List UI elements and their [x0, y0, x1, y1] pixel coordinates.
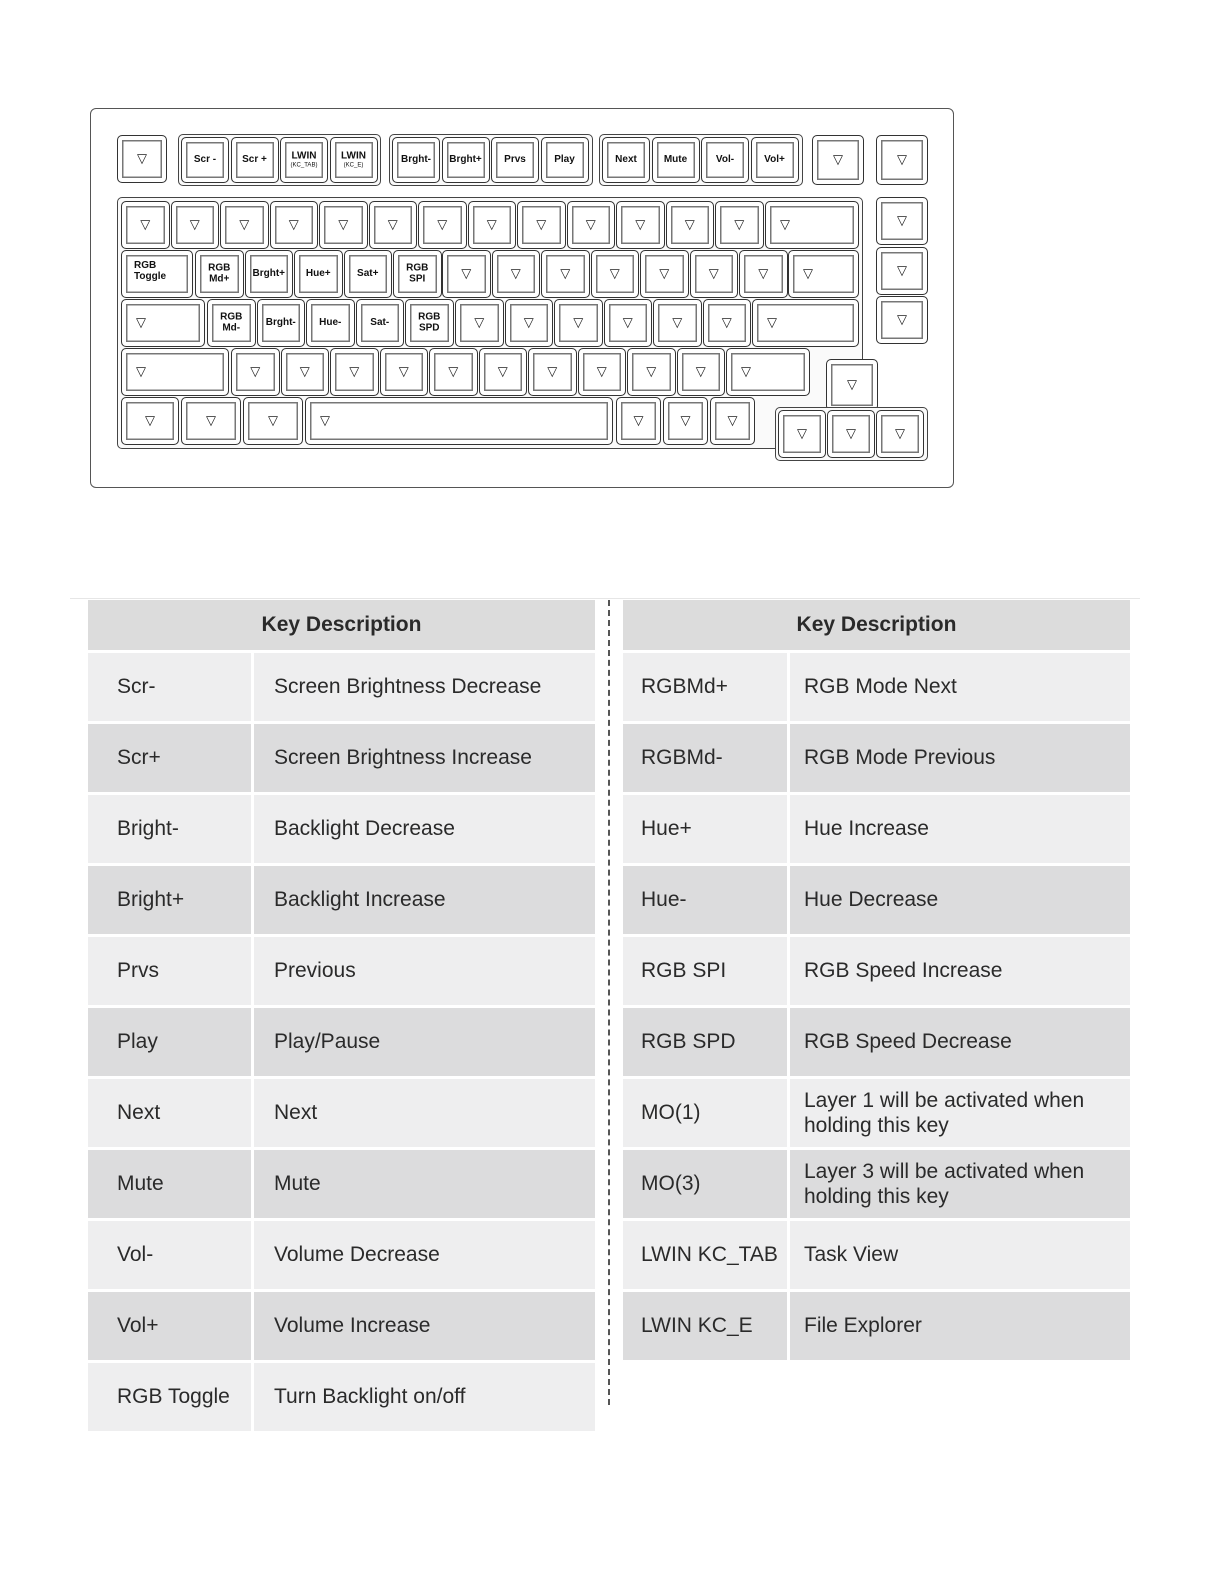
transparent-key	[788, 250, 859, 298]
transparent-key-icon: ▽	[780, 217, 790, 233]
transparent-key-icon: ▽	[448, 364, 459, 380]
rgb-key	[405, 299, 454, 347]
key-name-cell: Vol+	[88, 1292, 254, 1363]
transparent-key	[243, 397, 303, 445]
key-name-cell: Hue-	[623, 866, 790, 937]
key-description-cell: Hue Decrease	[790, 866, 1130, 937]
key-label	[319, 318, 341, 329]
key-label-line: RGB	[220, 311, 243, 323]
table-row	[88, 937, 595, 1008]
key-name-cell: Mute	[88, 1150, 254, 1221]
key-label-line: Md+	[209, 273, 230, 284]
fn-key	[392, 137, 440, 183]
transparent-key-icon: ▽	[474, 315, 485, 331]
transparent-key-icon: ▽	[897, 263, 907, 279]
key-label-line: Play	[554, 153, 575, 165]
table-row	[623, 795, 1130, 866]
transparent-key	[492, 250, 541, 298]
key-name-cell: RGB SPD	[623, 1008, 790, 1079]
key-name-cell: Bright-	[88, 795, 254, 866]
key-name-cell: Bright+	[88, 866, 254, 937]
transparent-key	[330, 348, 379, 396]
table-row	[623, 1150, 1130, 1221]
transparent-key	[627, 348, 676, 396]
transparent-key	[739, 250, 788, 298]
transparent-key-icon: ▽	[897, 152, 907, 168]
transparent-key	[752, 299, 859, 347]
key-label-sub: (KC_TAB)	[290, 162, 318, 169]
key-label	[418, 313, 440, 334]
transparent-key-icon: ▽	[609, 266, 620, 282]
key-label-line: Mute	[663, 153, 688, 165]
transparent-key-icon: ▽	[189, 217, 200, 233]
transparent-key	[690, 250, 739, 298]
transparent-key	[616, 397, 661, 445]
key-description-cell: Play/Pause	[254, 1008, 595, 1079]
transparent-key-icon: ▽	[398, 364, 409, 380]
key-name-cell: Prvs	[88, 937, 254, 1008]
key-name-cell: RGBMd-	[623, 724, 790, 795]
key-label-line: Scr +	[242, 153, 267, 165]
transparent-key-icon: ▽	[633, 413, 644, 429]
key-label	[242, 155, 267, 166]
key-label-line: Vol-	[715, 153, 735, 165]
keyboard-layout-diagram	[90, 108, 954, 488]
transparent-key	[554, 299, 603, 347]
fn-key	[541, 137, 589, 183]
transparent-key	[418, 201, 467, 249]
key-name-cell: RGB Toggle	[88, 1363, 254, 1434]
key-label	[615, 155, 637, 166]
transparent-key-icon: ▽	[137, 151, 147, 167]
key-name-cell: MO(3)	[623, 1150, 790, 1221]
rgb-key	[306, 299, 355, 347]
transparent-key	[121, 201, 170, 249]
transparent-key-icon: ▽	[767, 315, 777, 331]
transparent-key	[663, 397, 708, 445]
fn-key	[442, 137, 490, 183]
transparent-key	[541, 250, 590, 298]
transparent-key	[117, 135, 167, 183]
key-label-line: LWIN	[291, 150, 317, 162]
transparent-key-icon: ▽	[895, 426, 905, 442]
transparent-key-icon: ▽	[523, 315, 534, 331]
transparent-key-icon: ▽	[695, 364, 706, 380]
transparent-key-icon: ▽	[741, 364, 751, 380]
transparent-key-icon: ▽	[659, 266, 670, 282]
transparent-key	[604, 299, 653, 347]
transparent-key-icon: ▽	[758, 266, 769, 282]
table-row	[623, 937, 1130, 1008]
transparent-key-icon: ▽	[239, 217, 250, 233]
key-label-line: Scr -	[193, 153, 217, 165]
table-row	[623, 724, 1130, 795]
transparent-key-icon: ▽	[646, 364, 657, 380]
rgb-key	[121, 250, 193, 298]
transparent-key	[876, 410, 924, 458]
key-label	[370, 318, 389, 329]
key-label-line: Hue+	[305, 267, 331, 279]
transparent-key-icon: ▽	[206, 413, 216, 429]
transparent-key-icon: ▽	[461, 266, 472, 282]
table-row	[88, 724, 595, 795]
transparent-key	[479, 348, 528, 396]
rgb-key	[356, 299, 405, 347]
table-row	[88, 653, 595, 724]
transparent-key	[591, 250, 640, 298]
transparent-key	[827, 410, 875, 458]
transparent-key-icon: ▽	[387, 217, 398, 233]
key-label-line: Vol+	[764, 153, 785, 165]
transparent-key-icon: ▽	[635, 217, 646, 233]
key-label	[208, 264, 230, 285]
transparent-key-icon: ▽	[140, 217, 151, 233]
table-top-rule	[70, 598, 1140, 599]
key-label-line: Prvs	[504, 153, 526, 165]
transparent-key	[578, 348, 627, 396]
rgb-key	[257, 299, 306, 347]
transparent-key	[778, 410, 826, 458]
table-row	[88, 1008, 595, 1079]
transparent-key-icon: ▽	[486, 217, 497, 233]
transparent-key-icon: ▽	[803, 266, 813, 282]
transparent-key-icon: ▽	[145, 413, 155, 429]
key-description-cell: Layer 3 will be activated when holding this key	[790, 1150, 1130, 1221]
table-header: Key Description	[623, 600, 1130, 653]
key-description-cell: RGB Speed Increase	[790, 937, 1130, 1008]
key-label	[504, 155, 526, 166]
key-label	[664, 155, 687, 166]
transparent-key-icon: ▽	[349, 364, 360, 380]
key-description-cell: Mute	[254, 1150, 595, 1221]
table-row	[88, 1292, 595, 1363]
key-description-table-left	[88, 600, 595, 1434]
key-label	[554, 155, 575, 166]
key-label	[291, 152, 318, 169]
key-name-cell: Scr-	[88, 653, 254, 724]
transparent-key	[876, 197, 928, 245]
key-name-cell: RGBMd+	[623, 653, 790, 724]
transparent-key-icon: ▽	[684, 217, 695, 233]
transparent-key-icon: ▽	[672, 315, 683, 331]
key-label	[306, 269, 331, 280]
table-row	[623, 866, 1130, 937]
key-label-line: Sat+	[357, 267, 379, 279]
key-description-cell: RGB Speed Decrease	[790, 1008, 1130, 1079]
fn-key	[231, 137, 279, 183]
key-label	[134, 261, 166, 282]
key-label-line: Brght+	[252, 267, 285, 279]
transparent-key	[468, 201, 517, 249]
key-label-line: Brght-	[401, 153, 431, 165]
table-header: Key Description	[88, 600, 595, 653]
key-name-cell: MO(1)	[623, 1079, 790, 1150]
rgb-key	[245, 250, 294, 298]
transparent-key	[121, 299, 205, 347]
fn-key	[330, 137, 378, 183]
key-description-cell: Hue Increase	[790, 795, 1130, 866]
key-name-cell: Hue+	[623, 795, 790, 866]
transparent-key-icon: ▽	[734, 217, 745, 233]
key-description-cell: File Explorer	[790, 1292, 1130, 1363]
transparent-key-icon: ▽	[560, 266, 571, 282]
transparent-key-icon: ▽	[136, 315, 146, 331]
key-label-line: Next	[615, 153, 637, 165]
table-row	[88, 1079, 595, 1150]
fn-key	[181, 137, 229, 183]
table-row	[88, 1363, 595, 1434]
key-label-line: Sat-	[370, 316, 390, 328]
transparent-key	[653, 299, 702, 347]
key-label-line: RGB	[208, 262, 231, 274]
transparent-key-icon: ▽	[797, 426, 807, 442]
transparent-key	[369, 201, 418, 249]
key-label	[341, 152, 366, 169]
key-label	[220, 313, 242, 334]
table-row	[88, 795, 595, 866]
transparent-key-icon: ▽	[680, 413, 691, 429]
transparent-key	[121, 348, 229, 396]
key-label	[253, 269, 286, 280]
transparent-key	[876, 296, 928, 344]
transparent-key	[181, 397, 241, 445]
transparent-key	[812, 135, 864, 185]
transparent-key	[528, 348, 577, 396]
transparent-key	[220, 201, 269, 249]
transparent-key	[703, 299, 752, 347]
key-name-cell: RGB SPI	[623, 937, 790, 1008]
transparent-key	[305, 397, 613, 445]
transparent-key-icon: ▽	[847, 377, 857, 393]
key-name-cell: Vol-	[88, 1221, 254, 1292]
transparent-key-icon: ▽	[536, 217, 547, 233]
key-label-line: Brght-	[265, 316, 296, 328]
key-description-cell: Screen Brightness Increase	[254, 724, 595, 795]
key-description-cell: Previous	[254, 937, 595, 1008]
transparent-key	[710, 397, 755, 445]
key-description-cell: Volume Decrease	[254, 1221, 595, 1292]
transparent-key-icon: ▽	[585, 217, 596, 233]
key-description-cell: Layer 1 will be activated when holding this key	[790, 1079, 1130, 1150]
key-label-line: SPD	[418, 322, 440, 333]
transparent-key	[505, 299, 554, 347]
fn-key	[701, 137, 749, 183]
transparent-key-icon: ▽	[437, 217, 448, 233]
transparent-key	[640, 250, 689, 298]
transparent-key	[876, 135, 928, 185]
transparent-key	[677, 348, 726, 396]
transparent-key	[319, 201, 368, 249]
transparent-key	[442, 250, 491, 298]
transparent-key	[715, 201, 764, 249]
key-label-line: LWIN	[341, 150, 366, 162]
transparent-key	[567, 201, 616, 249]
transparent-key-icon: ▽	[846, 426, 856, 442]
transparent-key-icon: ▽	[833, 152, 843, 168]
table-row	[88, 866, 595, 937]
key-description-cell: Backlight Increase	[254, 866, 595, 937]
table-row	[623, 653, 1130, 724]
key-description-table-right	[623, 600, 1130, 1363]
key-description-cell: Screen Brightness Decrease	[254, 653, 595, 724]
key-description-cell: RGB Mode Previous	[790, 724, 1130, 795]
transparent-key-icon: ▽	[721, 315, 732, 331]
key-label-line: RGB	[406, 262, 429, 274]
key-label	[357, 269, 378, 280]
transparent-key	[270, 201, 319, 249]
table-row	[623, 1221, 1130, 1292]
fn-key	[751, 137, 799, 183]
transparent-key-icon: ▽	[596, 364, 607, 380]
key-label-line: Toggle	[134, 270, 167, 282]
key-description-cell: RGB Mode Next	[790, 653, 1130, 724]
transparent-key	[380, 348, 429, 396]
key-label	[266, 318, 296, 329]
transparent-key-icon: ▽	[622, 315, 633, 331]
key-label-sub: (KC_E)	[343, 162, 364, 169]
table-row	[623, 1292, 1130, 1363]
key-label	[449, 155, 482, 166]
dashed-divider	[608, 600, 610, 1405]
table-row	[88, 1150, 595, 1221]
transparent-key	[616, 201, 665, 249]
key-label-line: RGB	[134, 260, 157, 271]
rgb-key	[207, 299, 256, 347]
key-name-cell: LWIN KC_TAB	[623, 1221, 790, 1292]
transparent-key	[826, 359, 878, 411]
key-label-line: Hue-	[319, 316, 342, 328]
transparent-key	[455, 299, 504, 347]
transparent-key	[666, 201, 715, 249]
transparent-key	[231, 348, 280, 396]
transparent-key-icon: ▽	[288, 217, 299, 233]
transparent-key-icon: ▽	[573, 315, 584, 331]
key-label	[764, 155, 785, 166]
transparent-key	[726, 348, 810, 396]
transparent-key	[171, 201, 220, 249]
rgb-key	[195, 250, 244, 298]
key-description-cell: Task View	[790, 1221, 1130, 1292]
transparent-key	[517, 201, 566, 249]
table-row	[623, 1008, 1130, 1079]
transparent-key-icon: ▽	[547, 364, 558, 380]
key-label	[716, 155, 734, 166]
key-label-line: Md-	[222, 322, 241, 333]
rgb-key	[294, 250, 343, 298]
transparent-key-icon: ▽	[250, 364, 261, 380]
key-name-cell: Next	[88, 1079, 254, 1150]
transparent-key-icon: ▽	[299, 364, 310, 380]
key-description-cell: Next	[254, 1079, 595, 1150]
transparent-key-icon: ▽	[708, 266, 719, 282]
transparent-key-icon: ▽	[727, 413, 738, 429]
transparent-key-icon: ▽	[497, 364, 508, 380]
key-description-cell: Volume Increase	[254, 1292, 595, 1363]
key-name-cell: Play	[88, 1008, 254, 1079]
transparent-key	[281, 348, 330, 396]
key-description-cell: Turn Backlight on/off	[254, 1363, 595, 1434]
transparent-key	[765, 201, 859, 249]
fn-key	[602, 137, 650, 183]
transparent-key	[121, 397, 179, 445]
rgb-key	[344, 250, 393, 298]
fn-key	[652, 137, 700, 183]
key-label	[406, 264, 428, 285]
key-label	[401, 155, 431, 166]
key-name-cell: Scr+	[88, 724, 254, 795]
key-label	[194, 155, 216, 166]
rgb-key	[393, 250, 442, 298]
transparent-key	[429, 348, 478, 396]
transparent-key-icon: ▽	[320, 413, 330, 429]
key-label-line: RGB	[418, 311, 441, 323]
key-description-cell: Backlight Decrease	[254, 795, 595, 866]
transparent-key-icon: ▽	[897, 312, 907, 328]
table-row	[88, 1221, 595, 1292]
transparent-key-icon: ▽	[510, 266, 521, 282]
transparent-key-icon: ▽	[897, 213, 907, 229]
key-label-line: Brght+	[449, 153, 482, 165]
key-label-line: SPI	[409, 273, 426, 284]
key-name-cell: LWIN KC_E	[623, 1292, 790, 1363]
transparent-key-icon: ▽	[338, 217, 349, 233]
transparent-key-icon: ▽	[268, 413, 278, 429]
table-row	[623, 1079, 1130, 1150]
transparent-key-icon: ▽	[136, 364, 146, 380]
fn-key	[280, 137, 328, 183]
fn-key	[491, 137, 539, 183]
transparent-key	[876, 247, 928, 295]
